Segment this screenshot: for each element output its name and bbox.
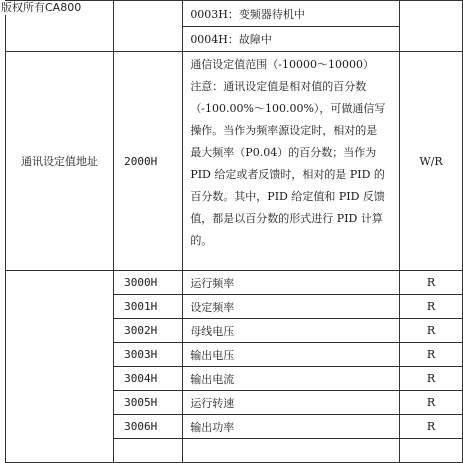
name-cell-empty xyxy=(6,271,114,463)
desc-line: PID 给定或者反馈时，相对的是 PID 的 xyxy=(190,168,385,181)
param-address-cell: 3002H xyxy=(114,319,183,343)
param-desc-cell: 输出电流 xyxy=(183,367,400,391)
desc-line: 百分数。其中，PID 给定值和 PID 反馈 xyxy=(190,190,385,203)
status-desc-cell: 0004H：故障中 xyxy=(183,27,400,52)
param-rw-cell xyxy=(400,439,463,463)
param-rw-cell: R xyxy=(400,391,463,415)
param-desc-cell: 运行转速 xyxy=(183,391,400,415)
parameter-table xyxy=(5,0,463,463)
setting-address-cell: 2000H xyxy=(114,52,183,271)
setting-rw-cell: W/R xyxy=(400,52,463,271)
param-desc-cell: 母线电压 xyxy=(183,319,400,343)
param-address-cell: 3004H xyxy=(114,367,183,391)
param-desc-cell: 输出功率 xyxy=(183,415,400,439)
status-desc-cell: 0003H：变频器待机中 xyxy=(183,1,400,27)
param-address-cell xyxy=(114,439,183,463)
desc-line: 值，都是以百分数的形式进行 PID 计算 xyxy=(190,212,383,225)
desc-line: （-100.00%～100.00%），可做通信写 xyxy=(190,102,386,115)
param-address-cell: 3005H xyxy=(114,391,183,415)
param-desc-cell: 运行频率 xyxy=(183,271,400,295)
param-address-cell: 3001H xyxy=(114,295,183,319)
param-desc-cell xyxy=(183,439,400,463)
param-rw-cell: R xyxy=(400,343,463,367)
table-row xyxy=(6,271,463,295)
setting-desc-cell xyxy=(183,52,400,271)
param-rw-cell: R xyxy=(400,271,463,295)
desc-line: 操作。当作为频率源设定时，相对的是 xyxy=(190,124,378,137)
param-desc-cell: 设定频率 xyxy=(183,295,400,319)
param-rw-cell: R xyxy=(400,367,463,391)
param-rw-cell: R xyxy=(400,295,463,319)
watermark: 版权所有CA800 xyxy=(1,1,82,14)
param-desc-cell: 输出电压 xyxy=(183,343,400,367)
rw-cell-empty xyxy=(400,1,463,52)
param-rw-cell: R xyxy=(400,319,463,343)
param-address-cell: 3006H xyxy=(114,415,183,439)
param-address-cell: 3000H xyxy=(114,271,183,295)
desc-line: 通信设定值范围（-10000～10000） xyxy=(190,58,375,71)
setting-name-cell: 通讯设定值地址 xyxy=(6,52,114,271)
addr-cell-empty xyxy=(114,1,183,52)
desc-line: 的。 xyxy=(190,234,213,247)
param-rw-cell: R xyxy=(400,415,463,439)
desc-line: 最大频率（P0.04）的百分数；当作为 xyxy=(190,146,377,159)
setting-description xyxy=(190,52,399,252)
param-address-cell: 3003H xyxy=(114,343,183,367)
desc-line: 注意：通讯设定值是相对值的百分数 xyxy=(190,80,367,93)
setting-address-row xyxy=(6,52,463,271)
